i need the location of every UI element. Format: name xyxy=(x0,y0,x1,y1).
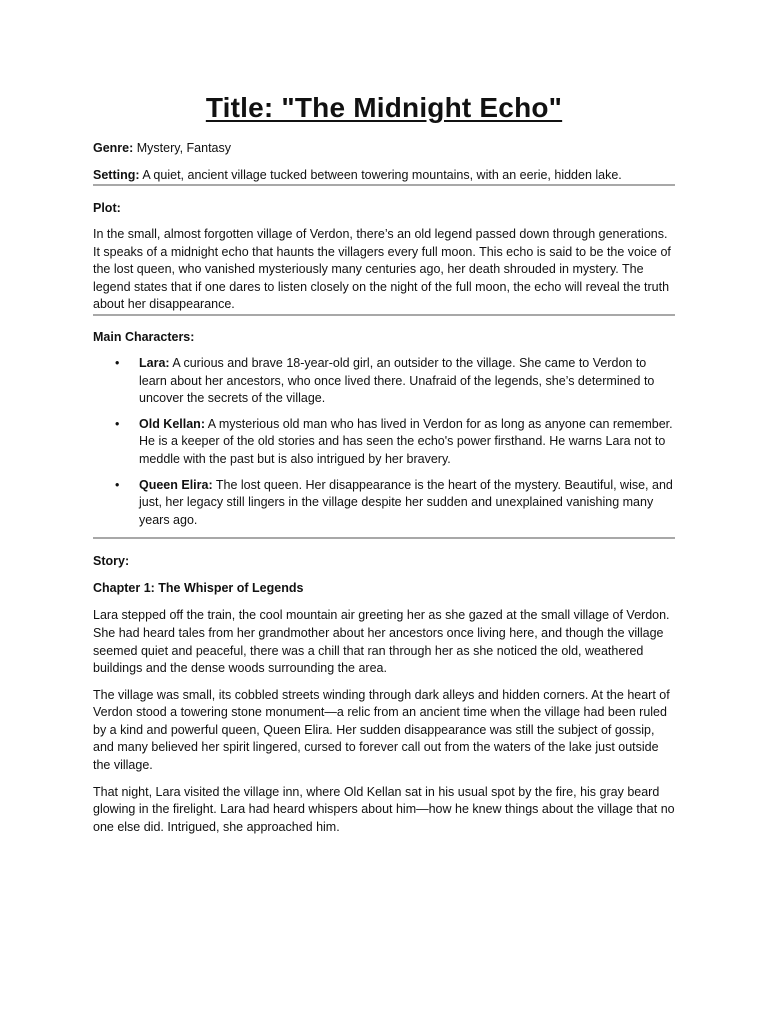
character-name: Queen Elira: xyxy=(139,477,213,492)
section-divider xyxy=(93,184,675,186)
character-description: A mysterious old man who has lived in Verdon for as long as anyone can remember. He is a keeper of the old stories and has seen the echo's power firsthand. He warns Lara not to meddle with the past but is also intrigued by her bravery. xyxy=(139,416,673,466)
story-paragraph: That night, Lara visited the village inn, where Old Kellan sat in his usual spot by the fire, his gray beard glowing in the firelight. Lara had heard whispers about him—how he knew things about the village that no one else did. Intrigued, she approached him. xyxy=(93,784,675,834)
characters-heading: Main Characters: xyxy=(93,329,195,344)
setting-label: Setting: xyxy=(93,168,140,182)
list-item xyxy=(93,477,675,530)
list-item xyxy=(93,416,675,469)
characters-list xyxy=(93,355,675,529)
character-name: Lara: xyxy=(139,355,170,370)
document-page xyxy=(93,0,675,836)
bullet-icon: • xyxy=(115,416,120,431)
section-divider xyxy=(93,537,675,539)
story-paragraph: The village was small, its cobbled streets winding through dark alleys and hidden corners. At the heart of Verdon stood a towering stone monument—a relic from an ancient time when the village had been ruled by a kind and powerful queen, Queen Elira. Her sudden disappearance was still the subject of gossip, and many believed her spirit lingered, cursed to forever call out from the waters of the lake just outside the village. xyxy=(93,687,670,773)
genre-value: Mystery, Fantasy xyxy=(133,141,232,155)
section-divider xyxy=(93,314,675,316)
character-description: A curious and brave 18-year-old girl, an outsider to the village. She came to Verdon to learn about her ancestors, who once lived there. Unafraid of the legends, she’s determined to uncover the secrets of the village. xyxy=(139,355,655,406)
plot-heading: Plot: xyxy=(93,201,121,215)
genre-line xyxy=(93,140,675,157)
genre-label: Genre: xyxy=(93,141,134,155)
list-item xyxy=(93,355,675,408)
story-paragraph: Lara stepped off the train, the cool mountain air greeting her as she gazed at the small village of Verdon. She had heard tales from her grandmother about her ancestors once living here, and though the village seemed quiet and peaceful, there was a chill that ran through her as she noticed the old, weathered buildings and the dense woods surrounding the area. xyxy=(93,608,670,676)
setting-line xyxy=(93,167,675,184)
character-name: Old Kellan: xyxy=(139,416,205,431)
chapter-heading: Chapter 1: The Whisper of Legends xyxy=(93,581,304,596)
setting-value: A quiet, ancient village tucked between towering mountains, with an eerie, hidden lake. xyxy=(139,168,622,182)
bullet-icon: • xyxy=(115,477,120,492)
character-description: The lost queen. Her disappearance is the heart of the mystery. Beautiful, wise, and just, her legacy still lingers in the village despite her sudden and unexplained vanishing many years ago. xyxy=(139,477,673,527)
document-title: Title: "The Midnight Echo" xyxy=(205,92,563,123)
story-heading: Story: xyxy=(93,554,130,569)
bullet-icon: • xyxy=(115,355,120,370)
plot-paragraph: In the small, almost forgotten village of Verdon, there’s an old legend passed down through generations. It speaks of a midnight echo that haunts the villagers every full moon. This echo is said to be the voice of the lost queen, who vanished mysteriously many centuries ago, her death shrouded in mystery. The legend states that if one dares to listen closely on the night of the full moon, the echo will reveal the truth about her disappearance. xyxy=(93,227,671,312)
